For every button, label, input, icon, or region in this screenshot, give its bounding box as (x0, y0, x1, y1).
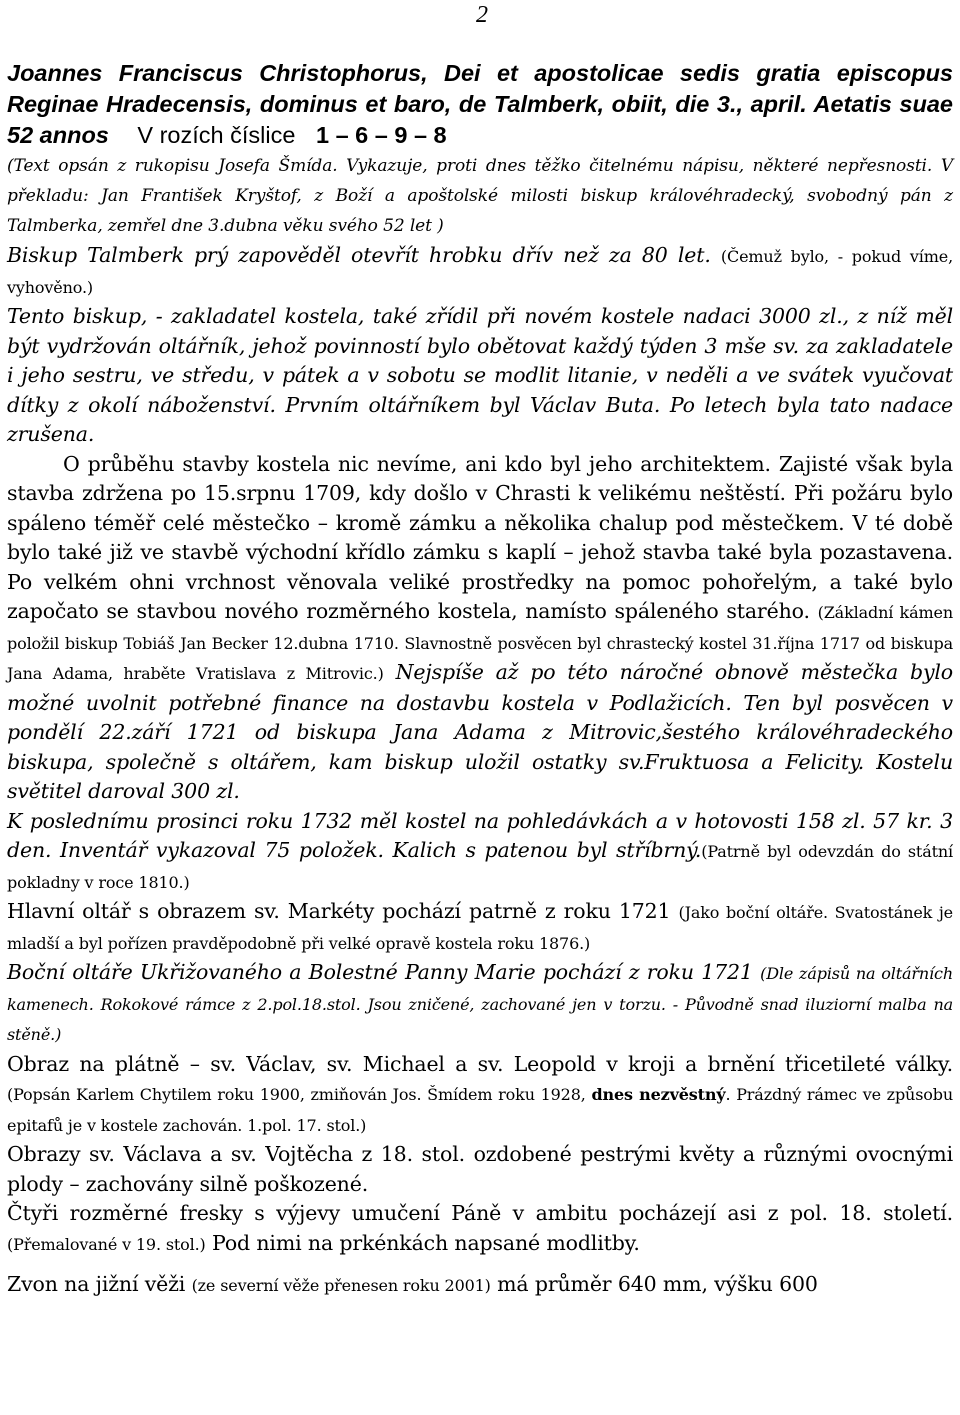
page-number: 2 (476, 2, 488, 28)
frescoes-text: Čtyři rozměrné fresky s výjevy umučení Páně v ambitu pocházejí asi z pol. 18. století. (7, 1201, 953, 1225)
digits-label: V rozích číslice (137, 122, 296, 148)
latin-text: Joannes Franciscus Christophorus, Dei et apostolicae sedis gratia episcopus Reginae Hradecensis, dominus et baro, de Talmberk, obiit, die 3., april. Aetatis suae 52 annos (7, 60, 953, 148)
tomb-note: (Čemuž bylo, - pokud víme, vyhověno.) (7, 247, 954, 297)
painting-note-bold: dnes nezvěstný (591, 1085, 726, 1104)
bell-note: (ze severní věže přenesen roku 2001) (191, 1276, 491, 1295)
tomb-text: Biskup Talmberk prý zapověděl otevřít hrobku dřív než za 80 let. (7, 243, 721, 267)
document-body (7, 58, 953, 1301)
inventory-note: (Patrně byl odevzdán do státní pokladny v roce 1810.) (7, 842, 953, 892)
main-altar-note: (Jako boční oltáře. Svatostánek je mladší a byl pořízen pravděpodobně při velké opravě kostela roku 1876.) (7, 903, 953, 953)
main-altar-text: Hlavní oltář s obrazem sv. Markéty pochází patrně z roku 1721 (7, 899, 679, 923)
paragraph-tomb (7, 241, 953, 302)
side-altars-text: Boční oltáře Ukřižovaného a Bolestné Panny Marie pochází z roku 1721 (7, 960, 761, 984)
painting-note-b: . Prázdný rámec ve způsobu epitafů je v kostele zachován. 1.pol. 17. stol.) (7, 1085, 953, 1135)
paragraph-frescoes (7, 1199, 953, 1259)
paragraph-construction (7, 450, 953, 807)
side-altars-note: (Dle zápisů na oltářních kamenech. Rokokové rámce z 2.pol.18.stol. Jsou zničené, zachované jen v torzu. - Původně snad iluziorní malba na stěně.) (7, 964, 953, 1044)
construction-note: (Základní kámen položil biskup Tobiáš Jan Becker 12.dubna 1710. Slavnostně posvěcen byl chrastecký kostel 31.října 1717 od biskupa Jana Adama, hraběte Vratislava z Mitrovic.) (7, 603, 953, 683)
paragraph-images: Obrazy sv. Václava a sv. Vojtěcha z 18. stol. ozdobené pestrými květy a různými ovocnými plody – zachovány silně poškozené. (7, 1142, 953, 1196)
construction-tail: Nejspíše až po této náročné obnově městečka bylo možné uvolnit potřebné finance na dostavbu kostela v Podlažicích. Ten byl posvěcen v pondělí 22.září 1721 od biskupa Jana Adama z Mitrovic,šestého královéhradeckého biskupa, společně s oltářem, kam biskup uložil ostatky sv.Fruktuosa a Felicity. Kostelu světitel daroval 300 zl. (7, 660, 953, 803)
transcription-note: (Text opsán z rukopisu Josefa Šmída. Vykazuje, proti dnes těžko čitelnému nápisu, některé nepřesnosti. V překladu: Jan František Kryštof, z Boží a apoštolské milosti biskup královéhradecký, svobodný pán z Talmberka, zemřel dne 3.dubna věku svého 52 let ) (7, 156, 953, 236)
paragraph-main-altar (7, 897, 953, 958)
frescoes-tail: Pod nimi na prkénkách napsané modlitby. (205, 1230, 640, 1255)
inventory-text: K poslednímu prosinci roku 1732 měl kostel na pohledávkách a v hotovosti 158 zl. 57 kr. 3 den. Inventář vykazoval 75 položek. Kalich s patenou byl stříbrný. (7, 808, 953, 862)
bell-text-a: Zvon na jižní věži (7, 1272, 192, 1296)
painting-text: Obraz na plátně – sv. Václav, sv. Michael a sv. Leopold v kroji a brnění třicetileté války. (7, 1051, 953, 1076)
digits-value: 1 – 6 – 9 – 8 (315, 122, 447, 148)
paragraph-foundation: Tento biskup, - zakladatel kostela, také zřídil při novém kostele nadaci 3000 zl., z níž měl být vydržován oltářník, jehož povinností bylo obětovat každý týden 3 mše sv. za zakladatele i jeho sestru, ve středu, v pátek a v sobotu se modlit litanie, v neděli a ve svátek vyučovat dítky z okolí náboženství. Prvním oltářníkem byl Václav Buta. Po letech byla tato nadace zrušena. (7, 304, 953, 446)
bell-text-b: má průměr 640 mm, výšku 600 (490, 1272, 818, 1296)
paragraph-bell (7, 1270, 953, 1301)
latin-inscription (7, 58, 953, 151)
paragraph-painting (7, 1050, 953, 1141)
paragraph-inventory (7, 807, 953, 898)
paragraph-side-altars (7, 958, 953, 1050)
construction-text: O průběhu stavby kostela nic nevíme, ani kdo byl jeho architektem. Zajisté však byla stavba zdržena po 15.srpnu 1709, kdy došlo v Chrasti k velikému neštěstí. Při požáru bylo spáleno téměř celé městečko – kromě zámku a několika chalup pod městečkem. V té době bylo také již ve stavbě východní křídlo zámku s kaplí – jehož stavba také byla pozastavena. Po velkém ohni vrchnost věnovala veliké prostředky na pomoc pohořelým, a také bylo započato se stavbou nového rozměrného kostela, namísto spáleného starého. (7, 451, 953, 623)
painting-note-a: (Popsán Karlem Chytilem roku 1900, zmiňován Jos. Šmídem roku 1928, (7, 1085, 592, 1104)
frescoes-note: (Přemalované v 19. stol.) (7, 1234, 206, 1254)
